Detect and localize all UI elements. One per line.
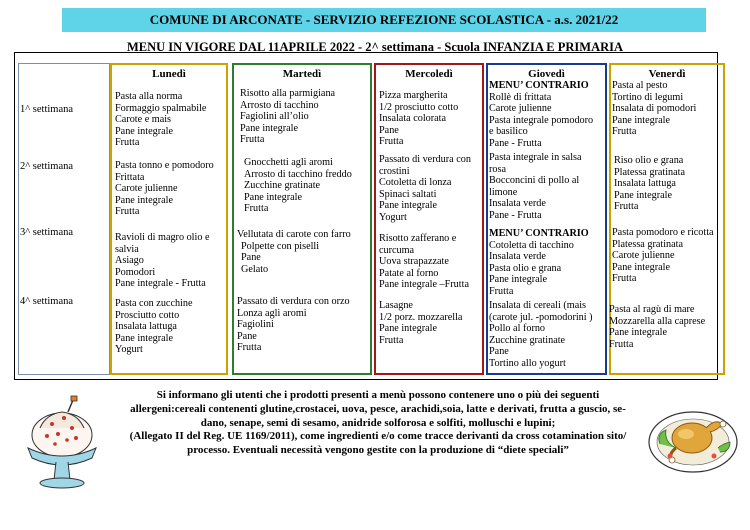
lunedi-week-1 [115, 91, 206, 149]
menu-item: Frutta [609, 338, 634, 350]
menu-item: Pane integrale [379, 323, 437, 335]
menu-item: Lonza agli aromi [237, 307, 307, 319]
menu-item: Ravioli di magro olio e [115, 232, 210, 243]
allergen-notice-line: allergeni:cereali contenenti glutine,crostacei, uova, pesce, arachidi,soia, latte e derivati, frutta a guscio, se- [130, 402, 626, 415]
menu-item: Frutta [489, 285, 514, 297]
week-label-1: 1^ settimana [20, 104, 74, 115]
menu-item: Pane integrale –Frutta [379, 279, 469, 291]
menu-item: Platessa gratinata [614, 166, 686, 178]
menu-item: Tortino allo yogurt [489, 357, 566, 369]
menu-item: Uova strapazzate [379, 256, 449, 268]
menu-item: Pasta al pesto [612, 80, 668, 91]
menu-item: Pasta al ragù di mare [609, 304, 695, 315]
menu-item: Pane [379, 124, 399, 136]
menu-item: Frutta [244, 203, 269, 215]
menu-item: Pollo al forno [489, 323, 546, 335]
menu-item: Cotoletta di tacchino [489, 239, 574, 251]
menu-item: Frutta [115, 206, 140, 218]
menu-item: Formaggio spalmabile [115, 102, 207, 114]
week-label-4: 4^ settimana [20, 296, 74, 307]
menu-item: crostini [379, 165, 410, 177]
menu-item: MENU’ CONTRARIO [489, 228, 589, 239]
menu-item: Insalata di pomodori [612, 103, 697, 115]
menu-item: Pane integrale [115, 125, 173, 137]
menu-item: Pasta integrale pomodoro [489, 114, 594, 126]
menu-item: Pomodori [115, 266, 156, 278]
venerdi-week-4 [609, 304, 705, 350]
menu-item: Frutta [115, 137, 140, 149]
menu-item: Pane integrale - Frutta [115, 278, 206, 290]
menu-item: Riso olio e grana [614, 155, 684, 166]
week-label-2: 2^ settimana [20, 161, 74, 172]
mercoledi-week-1 [379, 90, 458, 148]
menu-item: Fagiolini all’olio [240, 111, 309, 123]
title-banner [62, 8, 706, 32]
allergen-notice-line: dano, senape, semi di sesamo, anidride solforosa e solfiti, molluschi e lupini; [200, 416, 556, 429]
menu-item: Insalata di cereali (mais [489, 300, 587, 311]
menu-item: Frutta [614, 201, 639, 213]
menu-item: Pane integrale [614, 189, 672, 201]
menu-item: MENU’ CONTRARIO [489, 80, 589, 91]
menu-item: Frutta [379, 136, 404, 148]
menu-item: Risotto alla parmigiana [240, 88, 336, 99]
allergen-notice-line: processo. Eventuali necessità vengono gestite con la produzione di “diete speciali” [187, 444, 569, 457]
menu-item: Frutta [612, 273, 637, 285]
ice-cream-sundae-icon [12, 388, 112, 496]
day-header-venerdi: Venerdì [648, 68, 686, 80]
menu-item: Prosciutto cotto [115, 309, 180, 321]
menu-item: Asiago [115, 255, 144, 267]
venerdi-week-3 [612, 227, 714, 285]
lunedi-week-2 [115, 160, 214, 218]
menu-item: Fagiolini [237, 319, 274, 331]
mercoledi-week-2 [379, 154, 471, 224]
menu-subtitle: MENU IN VIGORE DAL 11APRILE 2022 - 2^ settimana - Scuola INFANZIA E PRIMARIA [126, 40, 624, 54]
menu-item: Gnocchetti agli aromi [244, 157, 333, 168]
menu-item: Pane integrale [240, 122, 298, 134]
menu-item: Vellutata di carote con farro [237, 229, 351, 240]
menu-item: Zucchine gratinate [244, 180, 321, 192]
menu-item: Insalata lattuga [115, 321, 177, 333]
menu-item: Yogurt [379, 211, 407, 223]
menu-item: Pane [241, 252, 261, 264]
menu-item: Patate al forno [379, 267, 439, 279]
menu-item: Mozzarella alla caprese [609, 315, 706, 327]
menu-item: Bocconcini di pollo al [489, 175, 580, 187]
menu-item: Frutta [240, 134, 265, 146]
menu-item: Pane integrale [379, 200, 437, 212]
menu-item: Yogurt [115, 344, 143, 356]
menu-item: Pane - Frutta [489, 209, 542, 221]
menu-item: Cotoletta di lonza [379, 177, 452, 189]
menu-item: Arrosto di tacchino [240, 99, 319, 111]
menu-item: Pane integrale [612, 114, 670, 126]
menu-item: Gelato [241, 263, 269, 275]
menu-item: Pane integrale [244, 191, 302, 203]
venerdi-week-1 [612, 80, 696, 138]
menu-item: Pasta olio e grana [489, 262, 562, 274]
menu-item: (carote jul. -pomodorini ) [489, 311, 593, 323]
menu-item: Insalata verde [489, 198, 546, 210]
menu-item: Insalata colorata [379, 113, 447, 125]
menu-item: Pasta alla norma [115, 91, 183, 102]
menu-item: Insalata verde [489, 251, 546, 263]
menu-item: Passato di verdura con orzo [237, 296, 350, 307]
menu-item: curcuma [379, 244, 415, 256]
menu-item: Tortino di legumi [612, 91, 684, 103]
lunedi-week-4 [115, 298, 193, 356]
day-header-giovedi: Giovedì [528, 68, 565, 80]
menu-item: Risotto zafferano e [379, 233, 457, 244]
menu-item: 1/2 porz. mozzarella [379, 311, 463, 323]
menu-item: Arrosto di tacchino freddo [244, 168, 352, 180]
menu-item: Zucchine gratinate [489, 334, 566, 346]
menu-item: Lasagne [379, 300, 413, 311]
giovedi-week-1 [489, 80, 593, 150]
day-header-lunedi: Lunedì [152, 68, 186, 80]
allergen-notice-line: (Allegato II del Reg. UE 1169/2011), come ingredienti e/o come tracce derivanti da cross cotamination sito/ [129, 430, 627, 443]
menu-item: Insalata lattuga [614, 178, 676, 190]
menu-item: Frittata [115, 171, 145, 183]
menu-item: Spinaci saltati [379, 188, 437, 200]
menu-item: salvia [115, 243, 139, 255]
menu-item: Frutta [237, 342, 262, 354]
roast-chicken-icon [646, 398, 740, 476]
menu-item: Pane integrale [115, 194, 173, 206]
menu-item: Polpette con piselli [241, 240, 320, 252]
menu-item: Pane integrale [115, 332, 173, 344]
menu-item: Carote julienne [489, 103, 552, 115]
menu-item: Carote e mais [115, 114, 172, 126]
menu-item: Rollè di frittata [489, 91, 552, 103]
martedi-week-1 [240, 88, 335, 146]
martedi-week-4 [237, 296, 350, 354]
menu-item: Platessa gratinata [612, 238, 684, 250]
menu-item: Frutta [612, 126, 637, 138]
menu-item: Carote julienne [115, 183, 178, 195]
menu-item: Pizza margherita [379, 90, 448, 101]
day-header-mercoledi: Mercoledì [405, 68, 453, 80]
menu-item: Pasta integrale in salsa [489, 152, 582, 163]
menu-item: Pasta pomodoro e ricotta [612, 227, 714, 238]
lunedi-week-3 [115, 232, 210, 290]
menu-item: Passato di verdura con [379, 154, 471, 165]
week-label-3: 3^ settimana [20, 227, 74, 238]
menu-item: Pane integrale [609, 327, 667, 339]
venerdi-week-2 [614, 155, 685, 213]
martedi-week-2 [244, 157, 352, 215]
menu-item: Pane integrale [489, 274, 547, 286]
menu-item: Pane integrale [612, 261, 670, 273]
menu-item: Pasta tonno e pomodoro [115, 160, 214, 171]
giovedi-week-2 [489, 152, 582, 222]
menu-item: limone [489, 186, 518, 198]
allergen-notice-line: Si informano gli utenti che i prodotti presenti a menù possono contenere uno o più dei seguenti [156, 389, 600, 401]
menu-item: e basilico [489, 126, 528, 138]
menu-item: Pane - Frutta [489, 137, 542, 149]
menu-item: Pane [237, 330, 257, 342]
menu-item: Frutta [379, 334, 404, 346]
menu-item: 1/2 prosciutto cotto [379, 101, 459, 113]
menu-item: Pane [489, 346, 509, 358]
mercoledi-week-3 [379, 233, 469, 291]
day-header-martedi: Martedì [282, 68, 322, 80]
giovedi-week-3 [489, 228, 589, 298]
giovedi-week-4 [489, 300, 593, 370]
mercoledi-week-4 [379, 300, 462, 346]
menu-item: Pasta con zucchine [115, 298, 193, 309]
menu-item: rosa [489, 163, 506, 175]
martedi-week-3 [237, 229, 351, 275]
menu-item: Carote julienne [612, 250, 675, 262]
page-title: COMUNE DI ARCONATE - SERVIZIO REFEZIONE SCOLASTICA - a.s. 2021/22 [149, 12, 619, 27]
allergen-notice [98, 389, 658, 458]
